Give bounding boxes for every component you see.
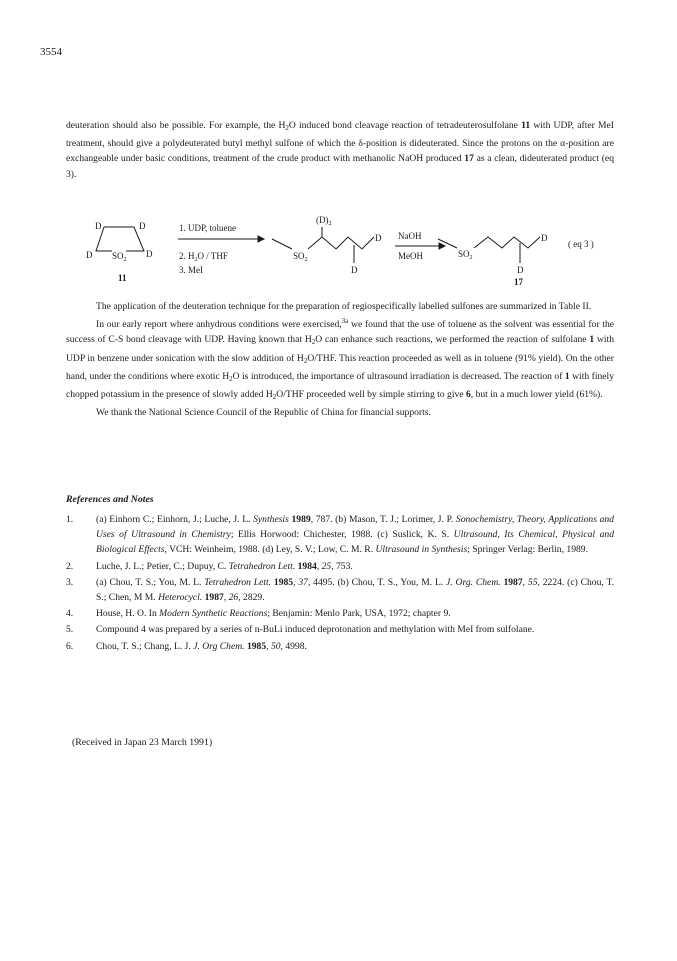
arrowhead	[439, 243, 445, 249]
reaction-scheme	[86, 215, 626, 295]
d-atom: D	[351, 265, 358, 275]
ring-bonds	[104, 227, 144, 251]
condition-1: 1. UDP, toluene	[179, 223, 236, 233]
d-atom: D	[139, 221, 146, 231]
paragraph-acknowledgement: We thank the National Science Council of the Republic of China for financial supports.	[96, 407, 431, 419]
methyl-bond	[272, 239, 292, 249]
references-heading: References and Notes	[66, 494, 154, 505]
body-text	[66, 299, 614, 420]
page-number: 3554	[40, 46, 62, 58]
references-list	[66, 512, 614, 655]
butyl-chain	[308, 237, 374, 249]
reference-item: 6. Chou, T. S.; Chang, L. J. J. Org Chem. 1985, 50, 4998.	[66, 640, 307, 652]
paragraph-applications: The application of the deuteration technique for the preparation of regiospecifically labelled sulfones are summarized in Table II.	[96, 301, 592, 312]
d-atom: D	[146, 249, 153, 259]
condition-3: 3. MeI	[179, 265, 203, 275]
condition-2: 2. $H_2O$ / THF	[179, 251, 228, 263]
d2-label: $(D)_2$	[316, 215, 332, 227]
sulfonyl-group: $SO_2$	[112, 251, 127, 263]
compound-ref: 11	[521, 120, 531, 131]
reference-item: 5. Compound 4 was prepared by a series of n-BuLi induced deprotonation and methylation with MeI from sulfolane.	[66, 624, 535, 636]
d-atom: D	[517, 265, 524, 275]
reference-item: 3. (a) Chou, T. S.; You, M. L. Tetrahedron Lett. 1985, 37, 4495. (b) Chou, T. S., You, M. L. J. Org. Chem. 1987, 55, 2224. (c) Chou, T. S.; Chen, M M. Heterocycl. 1987, 26, 2829.	[66, 576, 614, 604]
arrowhead	[258, 236, 264, 242]
solvent-meoh: MeOH	[398, 251, 423, 261]
paragraph-early-report: In our early report where anhydrous conditions were exercised,$^{3a}$ we found that the use of toluene as the solvent was essential for the success of C-S bond cleavage with UDP. Having known that $H_2O$ can enhance such reactions, we performed the reaction of sulfolane 1 with UDP in benzene under sonication with the slow addition of $H_2O$/THF. This reaction proceeded as well as in toluene (91% yield). On the other hand, under the conditions where exotic $H_2O$ is introduced, the importance of ultrasound irradiation is decreased. The reaction of 1 with finely chopped potassium in the presence of slowly added $H_2O$/THF proceeded well by simple stirring to give 6, but in a much lower yield (61%).	[66, 317, 615, 402]
reference-item: 1. (a) Einhorn C.; Einhorn, J.; Luche, J. L. Synthesis 1989, 787. (b) Mason, T. J.; Lorimer, J. P. Sonochemistry, Theory, Applications and Uses of Ultrasound in Chemistry; Ellis Horwood: Chichester, 1988. (c) Suslick, K. S. Ultrasound, Its Chemical, Physical and Biological Effects, VCH: Weinheim, 1988. (d) Ley, S. V.; Low, C. M. R. Ultrasound in Synthesis; Springer Verlag: Berlin, 1989.	[66, 514, 615, 556]
equation-number: ( eq 3 )	[568, 239, 594, 249]
compound-ref: 17	[464, 153, 474, 165]
reagent-naoh: NaOH	[398, 231, 422, 241]
paragraph-deuteration: deuteration should also be possible. For example, the $H_2O$ induced bond cleavage reaction of tetradeuterosulfolane 11 with UDP, after MeI treatment, should give a polydeuterated butyl methyl sulfone of which the δ-position is dideuterated. Since the protons on the α-position are exchangeable under basic conditions, treatment of the crude product with methanolic NaOH produced 17 as a clean, dideuterated product (eq 3).	[66, 120, 614, 180]
d-atom: D	[375, 233, 382, 243]
d-atom: D	[86, 250, 93, 260]
sulfonyl-group: $SO_2$	[293, 251, 308, 263]
compound-label-17: 17	[514, 277, 523, 287]
d-atom: D	[541, 233, 548, 243]
butyl-chain	[474, 237, 540, 248]
reference-item: 4. House, H. O. In Modern Synthetic Reactions; Benjamin: Menlo Park, USA, 1972; chapter 9.	[66, 608, 451, 620]
sulfonyl-group: $SO_2$	[458, 249, 473, 261]
reference-item: 2. Luche, J. L.; Petier, C.; Dupuy, C. Tetrahedron Lett. 1984, 25, 753.	[66, 560, 353, 572]
d-atom: D	[95, 221, 102, 231]
received-date: (Received in Japan 23 March 1991)	[72, 737, 213, 748]
compound-label-11: 11	[118, 273, 127, 283]
